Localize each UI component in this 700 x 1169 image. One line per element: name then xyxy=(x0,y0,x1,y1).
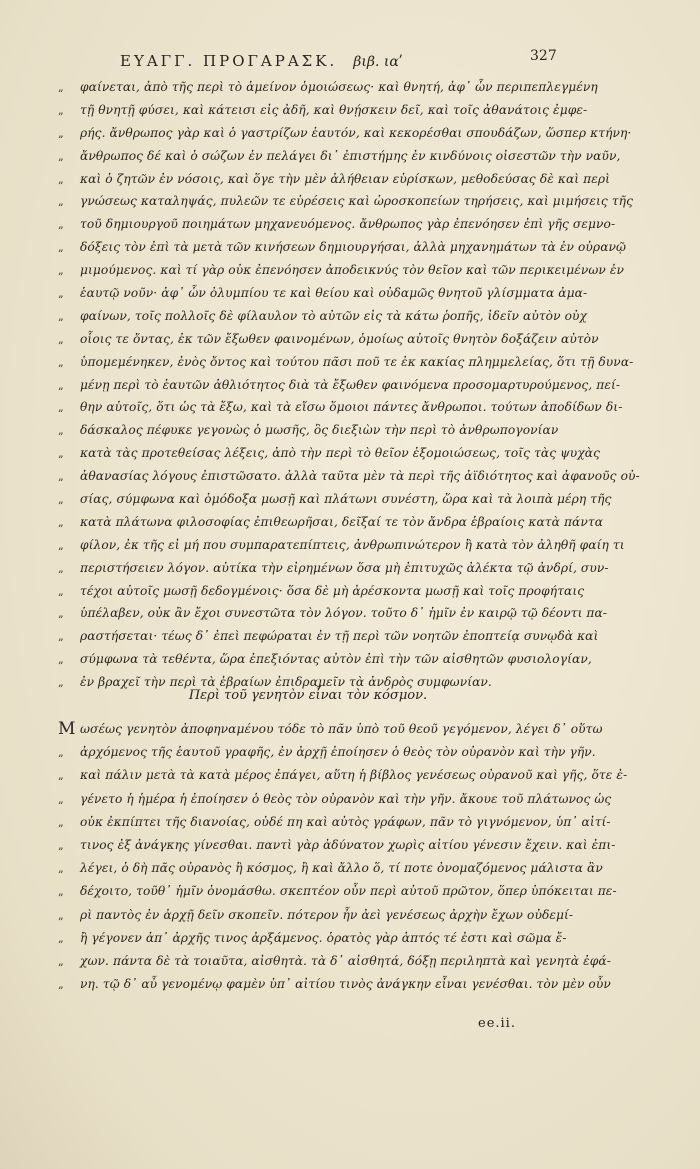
text-line xyxy=(58,236,627,259)
line-text: κατὰ τὰς προτεθείσας λέξεις, ἀπὸ τὴν περὶ τὸ θεῖον ἐξομοιώσεως, τοῖς τὰς ψυχὰς xyxy=(80,446,601,461)
quote-marker: „ xyxy=(58,424,64,438)
line-text: ἀθανασίας λόγους ἐπιστῶσατο. ἀλλὰ ταῦτα μὲν τὰ περὶ τῆς ἀϊδιότητος καὶ ἀφανοῦς οὐ- xyxy=(80,469,640,484)
quote-marker: „ xyxy=(58,538,64,552)
line-text: σύμφωνα τὰ τεθέντα, ὥρα ἐπεξιόντας αὐτὸν ἐπὶ τὴν τῶν αἰσθητῶν φυσιολογίαν, xyxy=(80,652,592,667)
book-reference: βιβ. ιαʹ xyxy=(353,54,403,70)
quote-marker: „ xyxy=(58,515,64,529)
line-text: καὶ πάλιν μετὰ τὰ κατὰ μέρος ἐπάγει, αὕτη ἡ βίβλος γενέσεως οὐρανοῦ καὶ γῆς, ὅτε ἐ- xyxy=(80,768,628,783)
section-heading: Περὶ τοῦ γενητὸν εἶναι τὸν κόσμον. xyxy=(188,688,428,703)
quote-marker: „ xyxy=(58,149,64,163)
text-line xyxy=(58,950,611,973)
quote-marker: „ xyxy=(58,630,64,644)
line-text: τοῦ δημιουργοῦ ποιημάτων μηχανευόμενος. ἄνθρωπος γὰρ ἐπενόησεν ἐπὶ γῆς σεμνο- xyxy=(80,217,616,232)
text-line xyxy=(58,834,616,857)
quote-marker: „ xyxy=(58,493,64,507)
text-line xyxy=(58,927,567,950)
line-text: δόξεις τὸν ἐπὶ τὰ μετὰ τῶν κινήσεων δημιουργήσαι, ἀλλὰ μηχανημάτων τὰ ἐν οὐρανῷ xyxy=(80,240,627,255)
quote-marker: „ xyxy=(58,954,64,968)
text-line xyxy=(58,811,611,834)
quote-marker: „ xyxy=(58,401,64,415)
quote-marker: „ xyxy=(58,746,64,760)
text-line xyxy=(58,625,599,648)
line-text: καὶ ὁ ζητῶν ἐν νόσοις, καὶ ὅγε τὴν μὲν ἀλήθειαν εὑρίσκων, μεθοδεύσας δὲ καὶ περὶ xyxy=(80,171,611,186)
line-text: τινος ἐξ ἀνάγκης γίνεσθαι. παντὶ γὰρ ἀδύνατον χωρὶς αἰτίου γένεσιν ἔχειν. καὶ ἐπι- xyxy=(80,837,616,852)
line-text: μένῃ περὶ τὸ ἑαυτῶν ἀθλιότητος διὰ τὰ ἔξωθεν φαινόμενα προσομαρτυρούμενος, πεί- xyxy=(80,377,621,392)
text-line xyxy=(58,305,588,328)
line-text: χων. πάντα δὲ τὰ τοιαῦτα, αἰσθητὰ. τὰ δ᾽ αἰσθητά, δόξῃ περιληπτὰ καὶ γενητὰ ἐφά- xyxy=(80,953,611,968)
line-text: οὐκ ἐκπίπτει τῆς διανοίας, οὐδέ πη καὶ αὐτὸς γράφων, πᾶν τὸ γιγνόμενον, ὑπ᾽ αἰτί- xyxy=(80,814,611,829)
quote-marker: „ xyxy=(58,195,64,209)
line-text: ἄνθρωπος δέ καὶ ὁ σώζων ἐν πελάγει δι᾽ ἐπιστήμης ἐν κινδύνοις οἰσεστῶν τὴν ναῦν, xyxy=(80,148,621,163)
quote-marker: „ xyxy=(58,470,64,484)
text-line xyxy=(58,190,634,213)
text-line xyxy=(58,557,609,580)
running-title: ΕΥΑΓΓ. ΠΡΟΓΑΡΑΣΚ. xyxy=(120,52,338,70)
line-text: ρὶ παντὸς ἐν ἀρχῇ δεῖν σκοπεῖν. πότερον ἦν ἀεὶ γενέσεως ἀρχὴν ἔχων οὐδεμί- xyxy=(80,907,574,922)
line-text: νη. τῷ δ᾽ αὖ γενομένῳ φαμὲν ὑπ᾽ αἰτίου τινὸς ἀνάγκην εἶναι γενέσθαι. τὸν μὲν οὖν xyxy=(80,977,611,992)
text-line xyxy=(58,904,574,927)
quote-marker: „ xyxy=(58,355,64,369)
text-line xyxy=(58,213,616,236)
line-text: τῇ θνητῇ φύσει, καὶ κάτεισι εἰς ἀδῆ, καὶ θνῄσκειν δεῖ, καὶ τοῖς ἀθανάτοις ἐμφε- xyxy=(80,102,588,117)
line-text: ὑπέλαβεν, οὐκ ἂν ἔχοι συνεστῶτα τὸν λόγον. τοῦτο δ᾽ ἡμῖν ἐν καιρῷ τῷ δέοντι πα- xyxy=(80,606,608,621)
running-header xyxy=(120,48,557,70)
initial-letter: Μ xyxy=(58,719,76,739)
line-text: ραστήσεται· τέως δ᾽ ἐπεὶ πεφώραται ἐν τῇ περὶ τῶν νοητῶν ἐποπτείᾳ συνῳδὰ καὶ xyxy=(80,629,599,644)
line-text: ωσέως γενητὸν ἀποφηναμένου τόδε τὸ πᾶν ὑπὸ τοῦ θεοῦ γεγόμενον, λέγει δ᾽ οὕτω xyxy=(80,722,603,736)
quote-marker: „ xyxy=(58,241,64,255)
text-line xyxy=(58,282,588,305)
quote-marker: „ xyxy=(58,584,64,598)
line-text: μιμούμενος. καὶ τί γὰρ οὐκ ἐπενόησεν ἀποδεικνύς τὸν θεῖον καὶ τῶν περικειμένων ἐν xyxy=(80,263,625,278)
quote-marker: „ xyxy=(58,908,64,922)
line-text: σίας, σύμφωνα καὶ ὁμόδοξα μωσῇ καὶ πλάτωνι συνέστη, ὥρα καὶ τὰ λοιπὰ μέρη τῆς xyxy=(80,492,612,507)
text-line xyxy=(58,511,604,534)
line-text: γνώσεως καταληψάς, πυλεῶν τε εὑρέσεις καὶ ὡροσκοπείων τηρήσεις, καὶ μιμήσεις τῆς xyxy=(80,194,634,209)
line-text: γένετο ἡ ἡμέρα ἡ ἐποίησεν ὁ θεὸς τὸν οὐρανὸν καὶ τὴν γῆν. ἄκουε τοῦ πλάτωνος ὡς xyxy=(80,791,612,806)
quote-marker: „ xyxy=(58,792,64,806)
text-line xyxy=(58,788,612,811)
text-line xyxy=(58,602,608,625)
line-text: λέγει, ὁ δὴ πᾶς οὐρανὸς ἢ κόσμος, ἢ καὶ ἄλλο ὅ, τί ποτε ὀνομαζόμενος μάλιστα ἂν xyxy=(80,861,603,876)
quote-marker: „ xyxy=(58,862,64,876)
line-text: κατὰ πλάτωνα φιλοσοφίας ἐπιθεωρῆσαι, δεῖξαί τε τὸν ἄνδρα ἑβραίοις κατὰ πάντα xyxy=(80,514,604,529)
quote-marker: „ xyxy=(58,309,64,323)
text-line xyxy=(58,351,634,374)
quote-marker: „ xyxy=(58,653,64,667)
text-line xyxy=(58,465,640,488)
line-text: ὑπομεμένηκεν, ἐνὸς ὄντος καὶ τούτου πᾶσι ποῦ τε ἐκ κακίας πλημμελείας, ὅτι τῇ δυνα- xyxy=(80,354,634,369)
text-line xyxy=(58,580,585,603)
text-line xyxy=(58,534,625,557)
line-text: ἑαυτῷ νοῦν· ἀφ᾽ ὧν ὀλυμπίου τε καὶ θείου καὶ οὐδαμῶς θνητοῦ γλίσμματα ἀμα- xyxy=(80,286,588,301)
line-text: φαίνεται, ἀπὸ τῆς περὶ τὸ ἀμείνον ὁμοιώσεως· καὶ θνητή, ἀφ᾽ ὧν περιπεπλεγμένη xyxy=(80,80,598,94)
quote-marker: „ xyxy=(58,126,64,140)
main-text-block xyxy=(58,76,640,694)
quote-marker: „ xyxy=(58,838,64,852)
line-text: ἀρχόμενος τῆς ἑαυτοῦ γραφῆς, ἐν ἀρχῇ ἐποίησεν ὁ θεὸς τὸν οὐρανὸν καὶ τὴν γῆν. xyxy=(80,745,596,760)
line-text: περιστήσειεν λόγον. αὐτίκα τὴν εἰρημένων ὅσα μὴ ἐπιτυχῶς ἀλέκτα τῷ ἀνδρί, συν- xyxy=(80,560,609,575)
quote-marker: „ xyxy=(58,447,64,461)
text-line xyxy=(58,973,611,996)
quote-marker: „ xyxy=(58,676,64,690)
line-text: δάσκαλος πέφυκε γεγονὼς ὁ μωσῆς, ὃς διεξιὼν τὴν περὶ τὸ ἀνθρωπογονίαν xyxy=(80,423,559,438)
quote-marker: „ xyxy=(58,769,64,783)
text-line xyxy=(58,396,623,419)
text-line xyxy=(58,259,625,282)
text-line xyxy=(58,648,592,671)
quote-marker: „ xyxy=(58,103,64,117)
text-line xyxy=(58,741,596,764)
text-line xyxy=(58,122,632,145)
line-text: οἷοις τε ὄντας, ἐκ τῶν ἔξωθεν φαινομένων, ὁμοίως αὐτοῖς θνητὸν δοξάζειν αὐτὸν xyxy=(80,331,599,346)
line-text: φαίνων, τοῖς πολλοῖς δὲ φίλαυλον τὸ αὐτῶν εἰς τὰ κάτω ῥοπῆς, ἰδεῖν αὐτὸν οὐχ xyxy=(80,308,588,323)
text-line xyxy=(58,419,558,442)
line-text: ἐν βραχεῖ τὴν περὶ τὰ ἑβραίων ἐπιδραμεῖν τὰ ἀνδρὸς συμφωνίαν. xyxy=(80,675,492,690)
text-line xyxy=(58,145,621,168)
quote-marker: „ xyxy=(58,218,64,232)
text-line xyxy=(58,99,588,122)
text-line xyxy=(58,488,612,511)
text-line xyxy=(58,718,603,741)
line-text: τέχοι αὐτοῖς μωσῇ δεδογμένοις· ὅσα δὲ μὴ ἀρέσκοντα μωσῇ καὶ τοῖς προφήταις xyxy=(80,583,585,598)
page-number: 327 xyxy=(530,48,557,64)
quote-marker: „ xyxy=(58,607,64,621)
text-line xyxy=(58,764,628,787)
line-text: δέχοιτο, τοῦθ᾽ ἡμῖν ὀνομάσθω. σκεπτέον οὖν περὶ αὐτοῦ πρῶτον, ὅπερ ὑπόκειται πε- xyxy=(80,884,617,899)
quote-marker: „ xyxy=(58,561,64,575)
text-line xyxy=(58,880,617,903)
text-line xyxy=(58,442,601,465)
line-text: ἢ γέγονεν ἀπ᾽ ἀρχῆς τινος ἀρξάμενος. ὁρατὸς γὰρ ἁπτός τέ ἐστι καὶ σῶμα ἔ- xyxy=(80,930,567,945)
quote-marker: „ xyxy=(58,287,64,301)
signature-mark: ee.ii. xyxy=(478,1016,516,1031)
quote-marker: „ xyxy=(58,81,64,94)
quote-marker: „ xyxy=(58,172,64,186)
quote-marker: „ xyxy=(58,885,64,899)
quote-marker: „ xyxy=(58,978,64,992)
section-text-block xyxy=(58,718,628,996)
text-line xyxy=(58,168,611,191)
line-text: ρής. ἄνθρωπος γὰρ καὶ ὁ γαστρίζων ἑαυτόν, καὶ κεκορέσθαι σπουδάζων, ὥσπερ κτήνη· xyxy=(80,125,632,140)
text-line xyxy=(58,328,599,351)
line-text: θην αὐτοῖς, ὅτι ὡς τὰ ἔξω, καὶ τὰ εἴσω ὅμοιοι πάντες ἄνθρωποι. τούτων ἀποδίδων δι- xyxy=(80,400,623,415)
quote-marker: „ xyxy=(58,264,64,278)
quote-marker: „ xyxy=(58,815,64,829)
text-line xyxy=(58,76,598,99)
text-line xyxy=(58,374,621,397)
quote-marker: „ xyxy=(58,931,64,945)
quote-marker: „ xyxy=(58,332,64,346)
text-line xyxy=(58,857,603,880)
quote-marker: „ xyxy=(58,378,64,392)
line-text: φίλον, ἐκ τῆς εἰ μή που συμπαρατεπίπτεις, ἀνθρωπινώτερον ἢ κατὰ τὸν ἀληθῆ φαίη τι xyxy=(80,537,625,552)
